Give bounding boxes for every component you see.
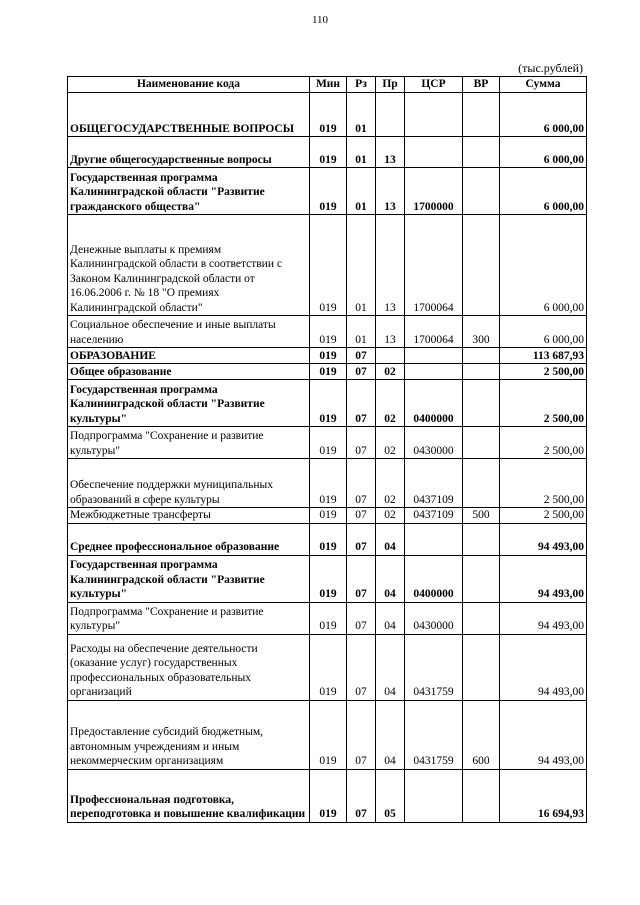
row-vr	[463, 555, 500, 602]
row-csr: 1700064	[405, 215, 463, 316]
row-vr	[463, 348, 500, 364]
row-pr: 04	[376, 555, 405, 602]
row-sum: 2 500,00	[500, 508, 587, 524]
row-pr: 02	[376, 508, 405, 524]
row-sum: 94 493,00	[500, 634, 587, 700]
table-row	[68, 602, 587, 634]
header-vr: ВР	[463, 77, 500, 93]
row-min: 019	[310, 348, 347, 364]
row-rz: 07	[347, 459, 376, 508]
row-pr: 04	[376, 634, 405, 700]
row-sum: 6 000,00	[500, 93, 587, 137]
row-sum: 2 500,00	[500, 459, 587, 508]
row-name: Общее образование	[68, 364, 310, 380]
row-sum: 6 000,00	[500, 215, 587, 316]
row-csr: 1700064	[405, 316, 463, 348]
row-rz: 07	[347, 555, 376, 602]
row-min: 019	[310, 555, 347, 602]
row-vr	[463, 634, 500, 700]
row-vr	[463, 427, 500, 459]
table-row	[68, 634, 587, 700]
table-row	[68, 523, 587, 555]
row-pr: 13	[376, 316, 405, 348]
row-pr: 02	[376, 380, 405, 427]
row-rz: 07	[347, 523, 376, 555]
header-rz: Рз	[347, 77, 376, 93]
row-csr: 0431759	[405, 700, 463, 769]
table-row	[68, 348, 587, 364]
row-vr	[463, 215, 500, 316]
row-csr	[405, 364, 463, 380]
row-rz: 01	[347, 168, 376, 215]
row-name: Государственная программа Калининградской области "Развитие гражданского общества"	[68, 168, 310, 215]
row-vr: 300	[463, 316, 500, 348]
row-name: Государственная программа Калининградской области "Развитие культуры"	[68, 555, 310, 602]
row-name: Социальное обеспечение и иные выплаты населению	[68, 316, 310, 348]
row-sum: 16 694,93	[500, 769, 587, 822]
row-min: 019	[310, 634, 347, 700]
row-sum: 6 000,00	[500, 316, 587, 348]
row-csr: 0437109	[405, 459, 463, 508]
row-csr	[405, 93, 463, 137]
row-csr: 0430000	[405, 427, 463, 459]
row-name: Другие общегосударственные вопросы	[68, 137, 310, 168]
row-sum: 2 500,00	[500, 427, 587, 459]
row-sum: 113 687,93	[500, 348, 587, 364]
row-vr	[463, 380, 500, 427]
row-pr: 02	[376, 427, 405, 459]
row-min: 019	[310, 215, 347, 316]
row-pr: 05	[376, 769, 405, 822]
row-csr: 0431759	[405, 634, 463, 700]
row-rz: 07	[347, 380, 376, 427]
row-name: Предоставление субсидий бюджетным, автономным учреждениям и иным некоммерческим организациям	[68, 700, 310, 769]
row-csr: 1700000	[405, 168, 463, 215]
row-min: 019	[310, 602, 347, 634]
row-min: 019	[310, 523, 347, 555]
row-pr	[376, 93, 405, 137]
row-pr: 13	[376, 215, 405, 316]
row-sum: 6 000,00	[500, 137, 587, 168]
table-row	[68, 769, 587, 822]
row-rz: 07	[347, 508, 376, 524]
header-min: Мин	[310, 77, 347, 93]
row-rz: 07	[347, 348, 376, 364]
row-name: Денежные выплаты к премиям Калининградской области в соответствии с Законом Калининградской области от 16.06.2006 г. № 18 "О премиях Калининградской области"	[68, 215, 310, 316]
row-name: ОБРАЗОВАНИЕ	[68, 348, 310, 364]
table-row	[68, 316, 587, 348]
row-csr	[405, 348, 463, 364]
row-name: Межбюджетные трансферты	[68, 508, 310, 524]
row-vr: 500	[463, 508, 500, 524]
row-min: 019	[310, 364, 347, 380]
row-pr: 13	[376, 168, 405, 215]
row-csr: 0437109	[405, 508, 463, 524]
row-sum: 2 500,00	[500, 364, 587, 380]
row-csr	[405, 137, 463, 168]
row-rz: 01	[347, 215, 376, 316]
row-name: Обеспечение поддержки муниципальных образований в сфере культуры	[68, 459, 310, 508]
row-vr	[463, 168, 500, 215]
row-rz: 01	[347, 93, 376, 137]
table-row	[68, 93, 587, 137]
row-vr	[463, 364, 500, 380]
row-min: 019	[310, 93, 347, 137]
header-csr: ЦСР	[405, 77, 463, 93]
row-min: 019	[310, 769, 347, 822]
row-min: 019	[310, 427, 347, 459]
row-vr	[463, 602, 500, 634]
table-row	[68, 137, 587, 168]
row-rz: 07	[347, 364, 376, 380]
row-vr	[463, 93, 500, 137]
row-vr	[463, 769, 500, 822]
row-name: Расходы на обеспечение деятельности (оказание услуг) государственных профессиональных образовательных организаций	[68, 634, 310, 700]
table-row	[68, 364, 587, 380]
table-row	[68, 215, 587, 316]
row-vr	[463, 523, 500, 555]
budget-table	[67, 76, 587, 823]
row-pr: 13	[376, 137, 405, 168]
row-csr: 0430000	[405, 602, 463, 634]
table-row	[68, 168, 587, 215]
row-vr	[463, 459, 500, 508]
row-min: 019	[310, 700, 347, 769]
table-row	[68, 459, 587, 508]
table-row	[68, 555, 587, 602]
row-min: 019	[310, 380, 347, 427]
row-rz: 07	[347, 634, 376, 700]
table-row	[68, 380, 587, 427]
table-row	[68, 700, 587, 769]
row-min: 019	[310, 137, 347, 168]
page-number: 110	[311, 14, 329, 26]
row-name: Подпрограмма "Сохранение и развитие культуры"	[68, 427, 310, 459]
row-vr: 600	[463, 700, 500, 769]
header-name: Наименование кода	[68, 77, 310, 93]
row-name: Профессиональная подготовка, переподготовка и повышение квалификации	[68, 769, 310, 822]
row-name: Подпрограмма "Сохранение и развитие культуры"	[68, 602, 310, 634]
table-row	[68, 508, 587, 524]
table-row	[68, 427, 587, 459]
header-sum: Сумма	[500, 77, 587, 93]
row-rz: 07	[347, 700, 376, 769]
row-pr	[376, 348, 405, 364]
row-rz: 07	[347, 427, 376, 459]
row-name: Среднее профессиональное образование	[68, 523, 310, 555]
row-sum: 2 500,00	[500, 380, 587, 427]
row-sum: 94 493,00	[500, 602, 587, 634]
row-csr	[405, 769, 463, 822]
row-sum: 6 000,00	[500, 168, 587, 215]
header-row	[68, 77, 587, 93]
row-pr: 02	[376, 364, 405, 380]
row-name: Государственная программа Калининградской области "Развитие культуры"	[68, 380, 310, 427]
row-rz: 01	[347, 316, 376, 348]
row-vr	[463, 137, 500, 168]
row-min: 019	[310, 168, 347, 215]
row-sum: 94 493,00	[500, 700, 587, 769]
row-rz: 01	[347, 137, 376, 168]
row-pr: 04	[376, 602, 405, 634]
row-name: ОБЩЕГОСУДАРСТВЕННЫЕ ВОПРОСЫ	[68, 93, 310, 137]
row-csr: 0400000	[405, 380, 463, 427]
row-min: 019	[310, 316, 347, 348]
row-rz: 07	[347, 769, 376, 822]
row-csr	[405, 523, 463, 555]
row-rz: 07	[347, 602, 376, 634]
row-min: 019	[310, 508, 347, 524]
row-pr: 02	[376, 459, 405, 508]
row-pr: 04	[376, 700, 405, 769]
row-csr: 0400000	[405, 555, 463, 602]
row-pr: 04	[376, 523, 405, 555]
row-min: 019	[310, 459, 347, 508]
units-label: (тыс.рублей)	[518, 61, 583, 75]
header-pr: Пр	[376, 77, 405, 93]
row-sum: 94 493,00	[500, 555, 587, 602]
row-sum: 94 493,00	[500, 523, 587, 555]
